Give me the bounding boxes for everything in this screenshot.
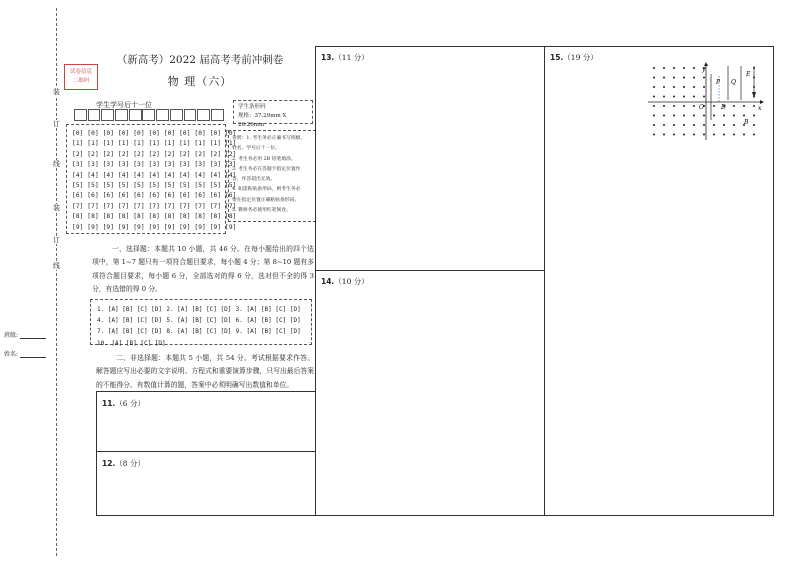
field-dot bbox=[653, 115, 655, 117]
field-dot bbox=[693, 86, 695, 88]
binding-char: 装 bbox=[53, 88, 60, 96]
q15-field-diagram bbox=[648, 62, 764, 140]
id-box[interactable] bbox=[129, 109, 142, 121]
field-dot bbox=[653, 77, 655, 79]
field-dot bbox=[683, 115, 685, 117]
field-dot bbox=[733, 134, 735, 136]
label-e: E bbox=[746, 71, 751, 78]
field-dot bbox=[673, 96, 675, 98]
exam-subject: 物 理（六） bbox=[167, 75, 233, 88]
field-dot bbox=[753, 115, 755, 117]
field-dot bbox=[743, 105, 745, 107]
section2-instructions: 二、非选择题：本题共 5 小题，共 54 分。考试根据要求作答。解答题应写出必要的文字说明、方程式和重要演算步骤，只写出最后答案的不能得分。有数值计算的题，答案中必须明确写出数值和单位。 bbox=[96, 354, 314, 389]
field-dot bbox=[673, 77, 675, 79]
field-dot bbox=[683, 124, 685, 126]
field-dot bbox=[663, 86, 665, 88]
mc-item[interactable]: 8. [A] [B] [C] [D] bbox=[166, 328, 232, 336]
field-dot bbox=[723, 124, 725, 126]
field-dot bbox=[703, 134, 705, 136]
field-dot bbox=[693, 124, 695, 126]
field-dot bbox=[723, 115, 725, 117]
field-dot bbox=[743, 115, 745, 117]
q11-label: 11.（6 分） bbox=[102, 399, 145, 408]
id-box[interactable] bbox=[115, 109, 128, 121]
field-dot bbox=[733, 115, 735, 117]
field-dot bbox=[653, 134, 655, 136]
label-d: D bbox=[721, 104, 726, 111]
field-dot bbox=[693, 96, 695, 98]
note-line: 姓名、学号后十一位。 bbox=[232, 146, 280, 152]
field-dot bbox=[683, 96, 685, 98]
field-dot bbox=[663, 96, 665, 98]
field-dot bbox=[713, 134, 715, 136]
field-dot bbox=[693, 77, 695, 79]
field-dot bbox=[703, 86, 705, 88]
label-p: P bbox=[716, 79, 721, 86]
id-bubble-row[interactable]: [6] [6] [6] [6] [6] [6] [6] [6] [6] [6] [6] bbox=[72, 192, 237, 200]
qr-code-tag bbox=[64, 64, 98, 90]
student-id-bubble-grid[interactable] bbox=[66, 124, 237, 234]
label-b: B bbox=[744, 119, 749, 126]
id-bubble-row[interactable]: [2] [2] [2] [2] [2] [2] [2] [2] [2] [2] [2] bbox=[72, 150, 237, 158]
field-dot bbox=[743, 134, 745, 136]
barcode-label: 学生条形码 bbox=[238, 104, 266, 110]
mc-item[interactable] bbox=[166, 338, 235, 349]
section1-instructions: 一、选择题：本题共 10 小题，共 46 分。在每小题给出的四个选项中，第 1~7 题只有一项符合题目要求，每小题 4 分；第 8~10 题有多项符合题目要求，每小题 6 分，全部选对的得 6 分，选对但不全的得 3 分，有选错的得 0 分。 bbox=[92, 245, 314, 294]
binding-char: 订 bbox=[53, 120, 60, 128]
field-dot bbox=[683, 134, 685, 136]
name-label: 姓名: bbox=[4, 351, 19, 358]
field-dot bbox=[673, 105, 675, 107]
field-dot bbox=[673, 67, 675, 69]
mc-item[interactable]: 3. [A] [B] [C] [D] bbox=[235, 306, 301, 313]
student-id-label: 学生学号后十一位 bbox=[96, 101, 152, 109]
field-dot bbox=[653, 105, 655, 107]
mc-item[interactable]: 6. [A] [B] [C] [D] bbox=[235, 317, 301, 325]
field-dot bbox=[703, 115, 705, 117]
barcode-size: 规格：37.29mm X 26.26mm bbox=[238, 113, 287, 128]
field-dot bbox=[753, 134, 755, 136]
label-q: Q bbox=[731, 79, 736, 86]
field-dot bbox=[753, 124, 755, 126]
qr-tag-line2: 二维码 bbox=[72, 78, 90, 84]
field-dot bbox=[653, 86, 655, 88]
q12-label: 12.（8 分） bbox=[102, 459, 145, 468]
field-dot bbox=[733, 105, 735, 107]
note-line: 3. 考生务必在答题卡指定位置作 bbox=[232, 166, 301, 172]
field-dot bbox=[703, 96, 705, 98]
field-dot bbox=[673, 124, 675, 126]
id-box[interactable] bbox=[184, 109, 197, 121]
q13-label: 13.（11 分） bbox=[321, 53, 369, 62]
binding-char: 订 bbox=[53, 236, 60, 244]
field-dot bbox=[663, 115, 665, 117]
field-dot bbox=[753, 105, 755, 107]
q15-label: 15.（19 分） bbox=[550, 53, 598, 62]
field-dot bbox=[693, 105, 695, 107]
note-line: 2. 考生务必用 2B 铅笔填涂。 bbox=[232, 156, 296, 162]
class-field[interactable] bbox=[4, 330, 46, 339]
note-line: 要在指定位置正确粘贴条形码。 bbox=[232, 197, 300, 203]
e-field-arrow bbox=[752, 92, 756, 98]
field-dot bbox=[663, 105, 665, 107]
id-bubble-row[interactable]: [5] [5] [5] [5] [5] [5] [5] [5] [5] [5] [5] bbox=[72, 182, 237, 190]
field-dot bbox=[703, 124, 705, 126]
exam-title: （新高考）2022 届高考考前冲刺卷 bbox=[116, 54, 284, 66]
note-line: 答，作答超出无效。 bbox=[232, 177, 276, 183]
id-bubble-row[interactable]: [8] [8] [8] [8] [8] [8] [8] [8] [8] [8] [8] bbox=[72, 213, 237, 221]
id-box[interactable] bbox=[211, 109, 224, 121]
field-dot bbox=[723, 134, 725, 136]
id-box[interactable] bbox=[142, 109, 155, 121]
mc-item[interactable]: 5. [A] [B] [C] [D] bbox=[166, 317, 232, 325]
binding-char: 装 bbox=[53, 204, 60, 212]
field-dot bbox=[713, 124, 715, 126]
id-bubble-row[interactable]: [7] [7] [7] [7] [7] [7] [7] [7] [7] [7] [7] bbox=[72, 202, 237, 210]
label-y: y bbox=[702, 66, 706, 73]
binding-char: 线 bbox=[53, 262, 60, 270]
mc-item[interactable]: 1. [A] [B] [C] [D] bbox=[97, 306, 163, 313]
note-line: 4. 如需粘贴条形码，则考生务必 bbox=[232, 187, 301, 193]
label-x: x bbox=[758, 105, 762, 112]
mc-item[interactable]: 7. [A] [B] [C] [D] bbox=[97, 328, 163, 336]
id-box[interactable] bbox=[197, 109, 210, 121]
note-line: 说明：1. 考生务必正确书写班级、 bbox=[232, 136, 306, 141]
binding-char: 线 bbox=[53, 160, 60, 168]
mc-item[interactable] bbox=[236, 338, 305, 349]
field-dot bbox=[683, 105, 685, 107]
id-box[interactable] bbox=[170, 109, 183, 121]
id-bubble-row[interactable]: [3] [3] [3] [3] [3] [3] [3] [3] [3] [3] [3] bbox=[72, 161, 237, 169]
mc-item[interactable]: 10. [A] [B] [C] [D] bbox=[97, 339, 166, 347]
field-dot bbox=[663, 124, 665, 126]
student-id-boxes[interactable] bbox=[74, 109, 225, 121]
class-label: 班级: bbox=[4, 332, 19, 339]
field-dot bbox=[653, 67, 655, 69]
field-dot bbox=[663, 77, 665, 79]
x-axis-arrow bbox=[760, 100, 764, 104]
field-dot bbox=[713, 115, 715, 117]
field-dot bbox=[703, 77, 705, 79]
field-dot bbox=[663, 67, 665, 69]
name-field[interactable] bbox=[4, 349, 46, 358]
field-dot bbox=[713, 105, 715, 107]
qr-tag-line1: 试卷信息 bbox=[69, 69, 92, 75]
id-bubble-row[interactable]: [4] [4] [4] [4] [4] [4] [4] [4] [4] [4] [4] bbox=[72, 171, 237, 179]
field-dot bbox=[683, 67, 685, 69]
field-dot bbox=[683, 77, 685, 79]
field-dot bbox=[683, 86, 685, 88]
note-line: 5. 教师务必使用红笔阅卷。 bbox=[232, 208, 291, 214]
multiple-choice-area[interactable] bbox=[90, 299, 312, 345]
field-dot bbox=[693, 115, 695, 117]
field-dot bbox=[673, 115, 675, 117]
field-dot bbox=[693, 67, 695, 69]
field-dot bbox=[693, 134, 695, 136]
field-dot bbox=[673, 86, 675, 88]
label-o: O bbox=[699, 104, 704, 111]
id-bubble-row[interactable]: [9] [9] [9] [9] [9] [9] [9] [9] [9] [9] [9] bbox=[72, 223, 237, 231]
id-box[interactable] bbox=[88, 109, 101, 121]
id-bubble-row[interactable]: [1] [1] [1] [1] [1] [1] [1] [1] [1] [1] [1] bbox=[72, 140, 237, 148]
id-box[interactable] bbox=[101, 109, 114, 121]
field-dot bbox=[653, 96, 655, 98]
q14-label: 14.（10 分） bbox=[321, 277, 369, 286]
id-box[interactable] bbox=[156, 109, 169, 121]
id-bubble-row[interactable]: [0] [0] [0] [0] [0] [0] [0] [0] [0] [0] [0] bbox=[72, 130, 237, 137]
barcode-area bbox=[233, 100, 313, 128]
id-box[interactable] bbox=[74, 109, 87, 121]
mc-item[interactable]: 4. [A] [B] [C] [D] bbox=[97, 317, 163, 325]
magnetic-field-dots bbox=[653, 67, 755, 136]
instructions-box bbox=[228, 130, 316, 222]
mc-item[interactable]: 9. [A] [B] [C] [D] bbox=[235, 328, 301, 336]
field-dot bbox=[663, 134, 665, 136]
q13-answer-box[interactable] bbox=[315, 46, 545, 271]
field-dot bbox=[733, 124, 735, 126]
field-dot bbox=[653, 124, 655, 126]
q14-answer-box[interactable] bbox=[315, 270, 545, 516]
field-dot bbox=[673, 134, 675, 136]
mc-item[interactable]: 2. [A] [B] [C] [D] bbox=[166, 306, 232, 313]
